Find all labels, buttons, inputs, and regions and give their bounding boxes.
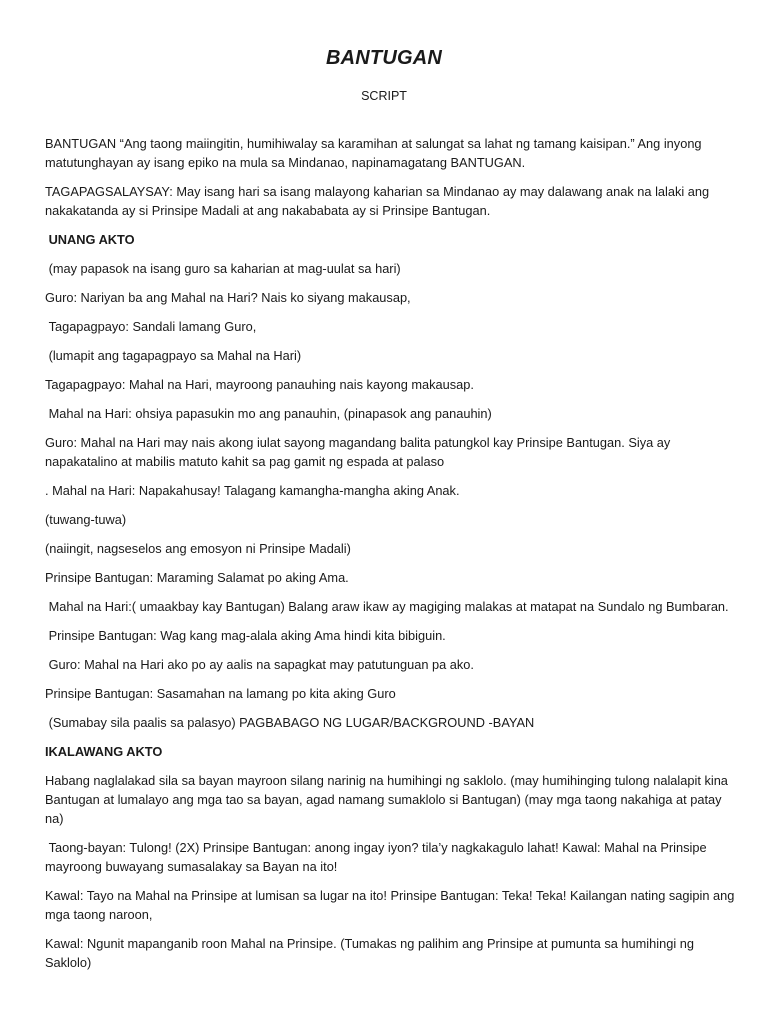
script-paragraph: TAGAPAGSALAYSAY: May isang hari sa isang malayong kaharian sa Mindanao ay may dalawang anak na lalaki ang nakakatanda ay si Prinsipe Madali at ang nakababata ay si Prinsipe Bantugan.: [45, 184, 713, 218]
script-paragraph: (may papasok na isang guro sa kaharian at mag-uulat sa hari): [45, 261, 401, 276]
script-paragraph: . Mahal na Hari: Napakahusay! Talagang kamangha-mangha aking Anak.: [45, 483, 460, 498]
script-body: [45, 134, 738, 982]
script-paragraph: Taong-bayan: Tulong! (2X) Prinsipe Bantugan: anong ingay iyon? tila’y nagkakagulo lahat! Kawal: Mahal na Prinsipe mayroong buwayang sumasalakay sa Bayan na ito!: [45, 840, 711, 874]
script-paragraph: Guro: Mahal na Hari may nais akong iulat sayong magandang balita patungkol kay Prinsipe Bantugan. Siya ay napakatalino at mabilis matuto kahit sa pag gamit ng espada at palaso: [45, 435, 674, 469]
document-title: BANTUGAN: [325, 47, 443, 69]
script-paragraph: (naiingit, nagseselos ang emosyon ni Prinsipe Madali): [45, 541, 351, 556]
script-paragraph: (tuwang-tuwa): [45, 512, 127, 527]
script-paragraph: Tagapagpayo: Mahal na Hari, mayroong panauhing nais kayong makausap.: [45, 377, 474, 392]
script-paragraph: Guro: Mahal na Hari ako po ay aalis na sapagkat may patutunguan pa ako.: [45, 657, 474, 672]
script-paragraph: Guro: Nariyan ba ang Mahal na Hari? Nais ko siyang makausap,: [45, 290, 411, 305]
script-paragraph: Prinsipe Bantugan: Maraming Salamat po aking Ama.: [45, 570, 349, 585]
act-heading: IKALAWANG AKTO: [45, 744, 163, 759]
script-paragraph: Tagapagpayo: Sandali lamang Guro,: [45, 319, 257, 334]
script-paragraph: Kawal: Tayo na Mahal na Prinsipe at lumisan sa lugar na ito! Prinsipe Bantugan: Teka! Teka! Kailangan nating sagipin ang mga taong naroon,: [45, 888, 738, 922]
script-paragraph: Prinsipe Bantugan: Wag kang mag-alala aking Ama hindi kita bibiguin.: [45, 628, 446, 643]
script-paragraph: BANTUGAN “Ang taong maiingitin, humihiwalay sa karamihan at salungat sa lahat ng tamang kaisipan.” Ang inyong matutunghayan ay isang epiko na mula sa Mindanao, napinamagatang BANTUGAN.: [45, 136, 706, 170]
script-paragraph: (Sumabay sila paalis sa palasyo) PAGBABAGO NG LUGAR/BACKGROUND -BAYAN: [45, 715, 535, 730]
script-paragraph: Mahal na Hari:( umaakbay kay Bantugan) Balang araw ikaw ay magiging malakas at matapat na Sundalo ng Bumbaran.: [45, 599, 729, 614]
script-paragraph: (lumapit ang tagapagpayo sa Mahal na Hari): [45, 348, 302, 363]
script-paragraph: Mahal na Hari: ohsiya papasukin mo ang panauhin, (pinapasok ang panauhin): [45, 406, 492, 421]
script-paragraph: Habang naglalakad sila sa bayan mayroon silang narinig na humihingi ng saklolo. (may humihinging tulong nalalapit kina Bantugan at lumalayo ang mga tao sa bayan, agad namang sumaklolo si Bantugan) (may mga taong nakahiga at patay na): [45, 773, 732, 826]
script-paragraph: Kawal: Ngunit mapanganib roon Mahal na Prinsipe. (Tumakas ng palihim ang Prinsipe at pumunta sa humihingi ng Saklolo): [45, 936, 698, 970]
script-paragraph: Prinsipe Bantugan: Sasamahan na lamang po kita aking Guro: [45, 686, 396, 701]
act-heading: UNANG AKTO: [45, 232, 135, 247]
document-subtitle: SCRIPT: [361, 89, 407, 103]
